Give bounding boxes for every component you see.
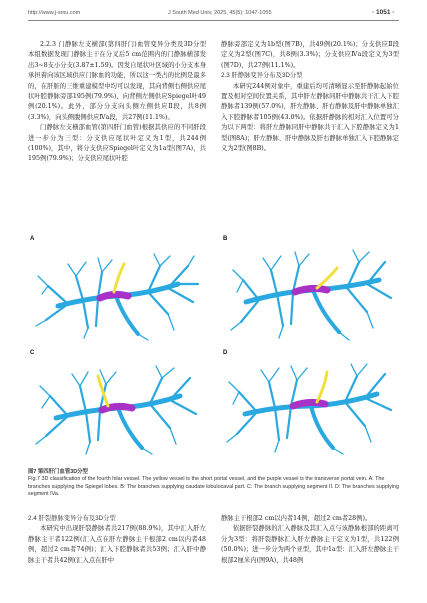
fissure-vein-paragraph: 本研究中出现肝裂静脉者共217例(88.9%)，其中汇入肝左静脉主干者122例(汇入点在肝左静脉主干根部2 cm以内者48例，超过2 cm者74例)；汇入下腔静脉者共53例；汇入肝中静脉主干者共42例(汇入点在肝中 (28, 525, 206, 564)
header-rule (28, 20, 399, 21)
journal-citation: J South Med Univ, 2025, 45(5): 1047-1055 (168, 10, 272, 16)
figure-panel-b (221, 236, 399, 344)
running-header (0, 0, 427, 26)
figure-panel-a (28, 236, 206, 344)
figure-caption-zh: 图7 第四肝门血管3D分型 (28, 469, 88, 475)
figure-caption-en: Fig.7 3D classification of the fourth hilar vessel. The yellow vessel is the short portal vessel, and the purple vessel is the transverse portal vein. A: The branches supplying the Spiegel lobes. B: The branches supplying caudate lobulocaval part. C: The branch supplying segment II. D: The branches supplying segment IVa. (28, 476, 399, 498)
vessel-render-b (221, 236, 399, 344)
section-heading-2-3: 2.3 肝静脉变异分布及3D分型 (221, 72, 303, 80)
fissure-continuation-paragraph: 静脉主干根部2 cm以内者14例，超过2 cm者28例)。 (221, 515, 372, 522)
left-column-top (28, 40, 206, 165)
panel-label-a: A (30, 236, 35, 242)
panel-label-c: C (30, 350, 35, 356)
panel-label-d: D (223, 350, 228, 356)
panel-label-b: B (223, 236, 228, 242)
section-2-2-3-text: 2.2.3 门静脉左支横部(第四肝门)血管变异分类及3D分型 本组数据发现门静脉主干在分叉后5 cm范围内的门静脉横部发出3~8支小分支(3.87±1.59)。因发自尾状叶区域的小分支本身承担着向该区域供应门脉血的功能，所以这一类占的比例是最多的，在肝脏的三维重建模型中均可以发现，其向背侧右侧供应尾状叶腔静脉旁部195例(79.9%)，向背侧左侧供应Spiegel叶49例(20.1%)。此外，部分分支向头侧左侧供应Ⅱ段，共8例(3.3%)，向头侧腹侧供应Ⅳa段，共27例(11.1%)。 (28, 41, 206, 121)
type-continuation-paragraph: 静脉旁部定义为1b型(图7B)，共49例(20.1%)；分支供应Ⅱ段定义为2型(图7C)，共8例(3.3%)；分支供应Ⅳa段定义为3型(图7D)，共27例(11.1%)。 (221, 41, 399, 69)
figure-panel-d (221, 350, 399, 458)
left-column-bottom (28, 514, 206, 566)
fissure-classification-paragraph: 依据肝裂静脉的汇入静脉及其汇入点与该静脉根部的距离可分为3型：将肝裂静脉汇入肝左静脉主干定义为1型，共122例(50.0%)；进一步分为两个亚型，其中1a型：汇入肝左静脉主干根部2厘米内(图9A)，共48例 (221, 525, 399, 564)
right-column-top (221, 40, 399, 154)
figure-7-caption (28, 469, 399, 499)
right-column-bottom (221, 514, 399, 566)
vessel-render-c (28, 350, 206, 458)
figure-panel-c (28, 350, 206, 458)
section-heading-2-4: 2.4 肝裂静脉变异分布及3D分型 (28, 515, 116, 522)
classification-paragraph: 门静脉左支横部血管(第四肝门血管)根据其供应的不同肝段进一步分为三型：分支供应尾状叶定义为1型，共244例(100%)，其中，将分支供应Spiegel叶定义为1a型(图7A)，共195例(79.9%)；分支供应尾状叶腔 (28, 124, 206, 163)
hepatic-vein-paragraph: 本研究244例对象中，重建后均可清晰显示至肝静脉起始位置及相对空间位置关系，其中肝左静脉同肝中静脉共干汇入下腔静脉者139例(57.0%)，肝左静脉、肝右静脉及肝中静脉单独汇入下腔静脉者105例(43.0%)。依据肝静脉的相对汇入位置可分为以下两型：将肝左静脉同肝中静脉共干汇入下腔静脉定义为1型(图8A)；肝左静脉、肝中静脉及肝右静脉单独汇入下腔静脉定义为2型(图8B)。 (221, 82, 399, 153)
vessel-render-a (28, 236, 206, 344)
vessel-render-d (221, 350, 399, 458)
journal-url[interactable]: http://www.j-smu.com (28, 10, 81, 16)
page-number: · 1051 · (372, 9, 395, 16)
figure-7 (28, 236, 399, 464)
